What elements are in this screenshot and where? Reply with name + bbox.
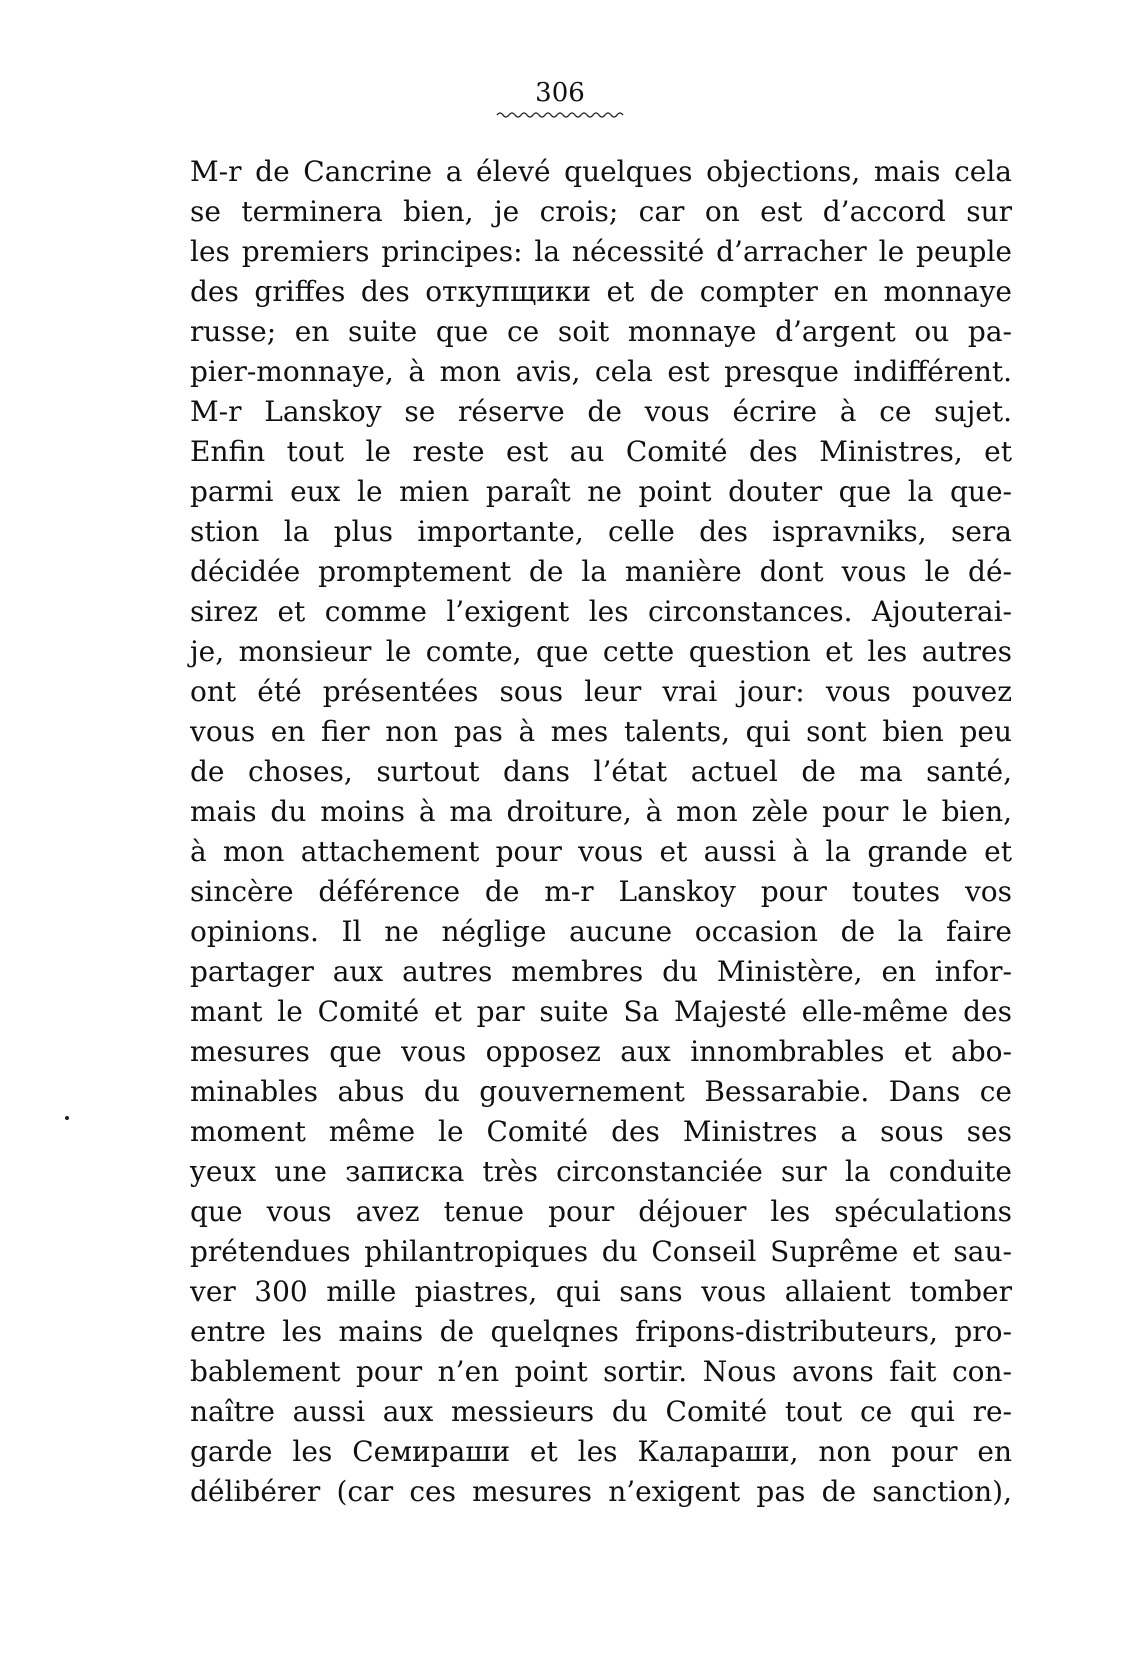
page-number: 306 [535, 78, 585, 108]
text-line: sincère déférence de m-r Lanskoy pour toutes vos [190, 875, 1012, 908]
text-line: prétendues philantropiques du Conseil Suprême et sau- [190, 1235, 1012, 1268]
text-line: sirez et comme l’exigent les circonstances. Ajouterai- [190, 595, 1012, 628]
text-line: mais du moins à ma droiture, à mon zèle pour le bien, [190, 795, 1012, 828]
text-line: de choses, surtout dans l’état actuel de ma santé, [190, 755, 1012, 788]
text-line: garde les Семираши et les Калараши, non pour en [190, 1435, 1012, 1468]
text-line: se terminera bien, je crois; car on est d’accord sur [190, 195, 1012, 228]
text-line: opinions. Il ne néglige aucune occasion de la faire [190, 915, 1012, 948]
text-line: M-r de Cancrine a élevé quelques objections, mais cela [190, 155, 1012, 188]
text-line: à mon attachement pour vous et aussi à la grande et [190, 835, 1012, 868]
text-line: mesures que vous opposez aux innombrables et abo- [190, 1035, 1012, 1068]
text-line: yeux une записка très circonstanciée sur la conduite [190, 1155, 1012, 1188]
stray-ink-dot [65, 1116, 69, 1120]
text-line: pier-monnaye, à mon avis, cela est presque indifférent. [190, 355, 1012, 388]
text-line: russe; en suite que ce soit monnaye d’argent ou pa- [190, 315, 1012, 348]
text-line: naître aussi aux messieurs du Comité tout ce qui re- [190, 1395, 1012, 1428]
text-line: délibérer (car ces mesures n’exigent pas de sanction), [190, 1475, 1012, 1508]
text-line: les premiers principes: la nécessité d’arracher le peuple [190, 235, 1012, 268]
page-header [0, 78, 1140, 120]
text-line: ver 300 mille piastres, qui sans vous allaient tomber [190, 1275, 1012, 1308]
text-line: mant le Comité et par suite Sa Majesté elle-même des [190, 995, 1012, 1028]
text-line: entre les mains de quelqnes fripons-distributeurs, pro- [190, 1315, 1012, 1348]
text-line: bablement pour n’en point sortir. Nous avons fait con- [190, 1355, 1012, 1388]
text-line: que vous avez tenue pour déjouer les spéculations [190, 1195, 1012, 1228]
wavy-rule-ornament [495, 110, 625, 120]
text-line: je, monsieur le comte, que cette question et les autres [190, 635, 1012, 668]
text-line: stion la plus importante, celle des ispravniks, sera [190, 515, 1012, 548]
text-line: décidée promptement de la manière dont vous le dé- [190, 555, 1012, 588]
text-line: parmi eux le mien paraît ne point douter que la que- [190, 475, 1012, 508]
text-line: des griffes des откупщики et de compter en monnaye [190, 275, 1012, 308]
text-line: ont été présentées sous leur vrai jour: vous pouvez [190, 675, 1012, 708]
text-line: moment même le Comité des Ministres a sous ses [190, 1115, 1012, 1148]
text-line: partager aux autres membres du Ministère, en infor- [190, 955, 1012, 988]
body-text [190, 152, 1012, 1512]
text-line: M-r Lanskoy se réserve de vous écrire à ce sujet. [190, 395, 1012, 428]
text-line: vous en fier non pas à mes talents, qui sont bien peu [190, 715, 1012, 748]
text-line: minables abus du gouvernement Bessarabie. Dans ce [190, 1075, 1012, 1108]
text-line: Enfin tout le reste est au Comité des Ministres, et [190, 435, 1012, 468]
